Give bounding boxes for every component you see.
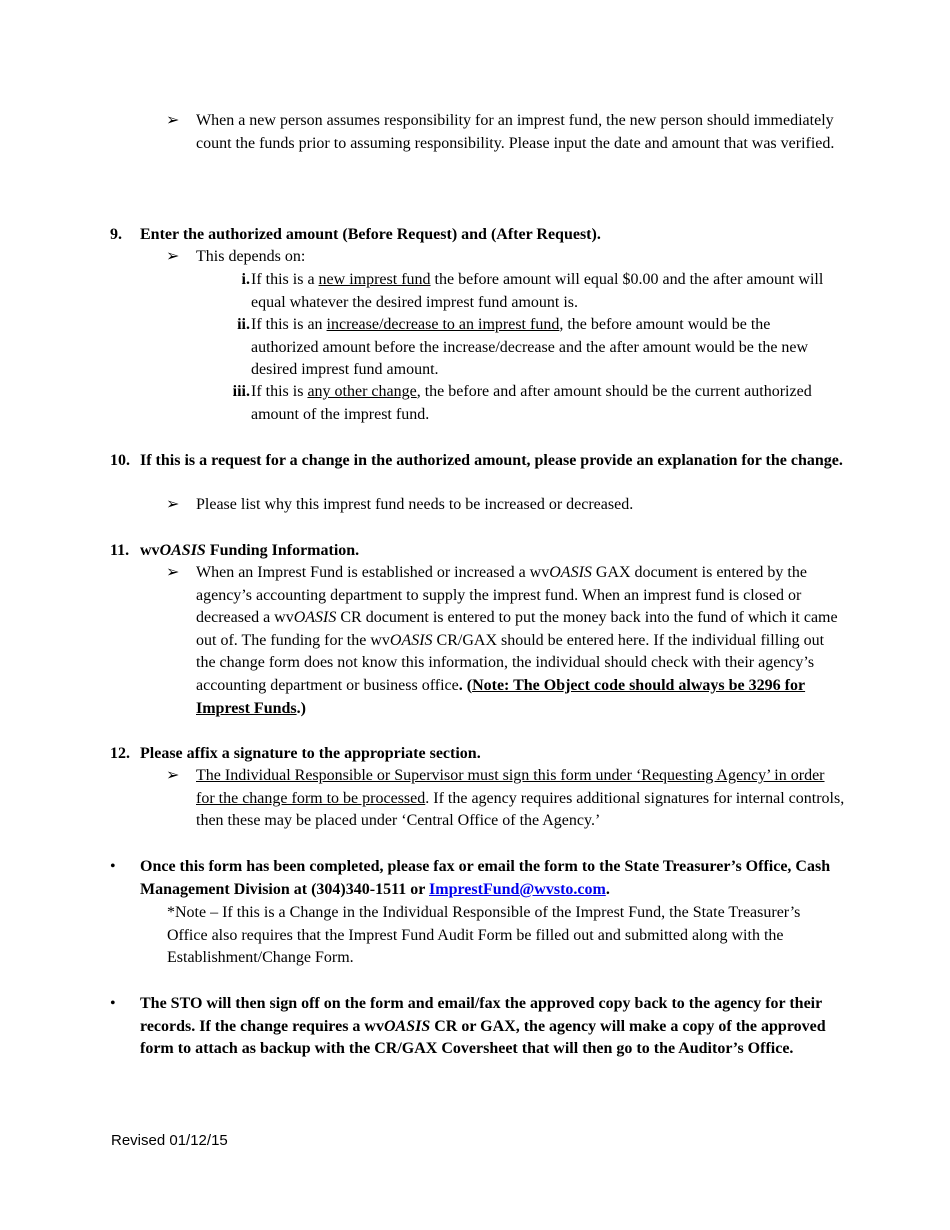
arrow-bullet-icon: ➢ xyxy=(166,248,180,265)
section-number: 11. xyxy=(110,542,130,559)
section-number: 12. xyxy=(110,745,130,762)
roman-item-i xyxy=(214,269,839,314)
section-11-item xyxy=(166,562,846,720)
bullet-text: The STO will then sign off on the form and email/fax the approved copy back to the agency for their records. If the change requires a wvOASIS CR or GAX, the agency will make a copy of the approved form to attach as backup with the CR/GAX Coversheet that will then go to the Auditor’s Office. xyxy=(140,995,826,1058)
roman-text: If this is any other change, the before and after amount should be the current authorized amount of the imprest fund. xyxy=(251,383,812,423)
bullet-submit-form xyxy=(110,856,850,901)
section-11-heading xyxy=(110,540,850,563)
section-9-lead xyxy=(166,246,846,269)
section-12-item xyxy=(166,765,846,833)
section-9-heading xyxy=(110,224,850,247)
arrow-bullet-icon: ➢ xyxy=(166,767,180,784)
roman-text: If this is a new imprest fund the before amount will equal $0.00 and the after amount will equal whatever the desired imprest fund amount is. xyxy=(251,271,824,311)
revision-footer: Revised 01/12/15 xyxy=(111,1132,228,1149)
bullet-icon: • xyxy=(110,995,116,1012)
bullet-sto-signoff xyxy=(110,993,850,1061)
roman-numeral: i. xyxy=(241,271,250,288)
bullet-text: Once this form has been completed, please fax or email the form to the State Treasurer’s Office, Cash Management Division at (304)340-1511 or ImprestFund@wvsto.com. xyxy=(140,858,831,898)
note-text: *Note – If this is a Change in the Individual Responsible of the Imprest Fund, the State Treasurer’s Office also requires that the Imprest Fund Audit Form be filled out and submitted along with the Establishment/Change Form. xyxy=(167,904,801,967)
section-title: If this is a request for a change in the authorized amount, please provide an explanation for the change. xyxy=(140,452,843,469)
section-number: 10. xyxy=(110,452,130,469)
section-number: 9. xyxy=(110,226,122,243)
roman-numeral: iii. xyxy=(232,383,250,400)
section-title: Enter the authorized amount (Before Request) and (After Request). xyxy=(140,226,601,243)
section-title: Please affix a signature to the appropriate section. xyxy=(140,745,481,762)
email-link[interactable]: ImprestFund@wvsto.com xyxy=(429,880,606,898)
roman-item-iii xyxy=(214,381,839,426)
section-title: wvOASIS Funding Information. xyxy=(140,542,360,559)
section-12-heading xyxy=(110,743,850,766)
item-text: The Individual Responsible or Supervisor must sign this form under ‘Requesting Agency’ in order for the change form to be processed. If the agency requires additional signatures for internal controls, then these may be placed under ‘Central Office of the Agency.’ xyxy=(196,767,845,830)
item-text: Please list why this imprest fund needs to be increased or decreased. xyxy=(196,496,634,513)
section-10-heading xyxy=(110,450,850,473)
object-code-note: Note: The Object code should always be 3296 for Imprest Funds xyxy=(196,676,806,717)
intro-item xyxy=(166,110,846,155)
arrow-bullet-icon: ➢ xyxy=(166,564,180,581)
arrow-bullet-icon: ➢ xyxy=(166,496,180,513)
lead-text: This depends on: xyxy=(196,248,306,265)
roman-numeral: ii. xyxy=(237,316,250,333)
intro-text: When a new person assumes responsibility for an imprest fund, the new person should immediately count the funds prior to assuming responsibility. Please input the date and amount that was verified. xyxy=(196,112,835,152)
item-text: When an Imprest Fund is established or increased a wvOASIS GAX document is entered by the agency’s accounting department to supply the imprest fund. When an imprest fund is closed or decreased a wvOASIS CR document is entered to put the money back into the fund of which it came out of. The funding for the wvOASIS CR/GAX should be entered here. If the individual filling out the change form does not know this information, the individual should check with their agency’s accounting department or business office. (Note: The Object code should always be 3296 for Imprest Funds.) xyxy=(196,564,838,717)
bullet-icon: • xyxy=(110,858,116,875)
section-10-item xyxy=(166,494,846,517)
arrow-bullet-icon: ➢ xyxy=(166,112,180,129)
roman-item-ii xyxy=(214,314,839,382)
roman-text: If this is an increase/decrease to an imprest fund, the before amount would be the authorized amount before the increase/decrease and the after amount would be the new desired imprest fund amount. xyxy=(251,316,809,379)
